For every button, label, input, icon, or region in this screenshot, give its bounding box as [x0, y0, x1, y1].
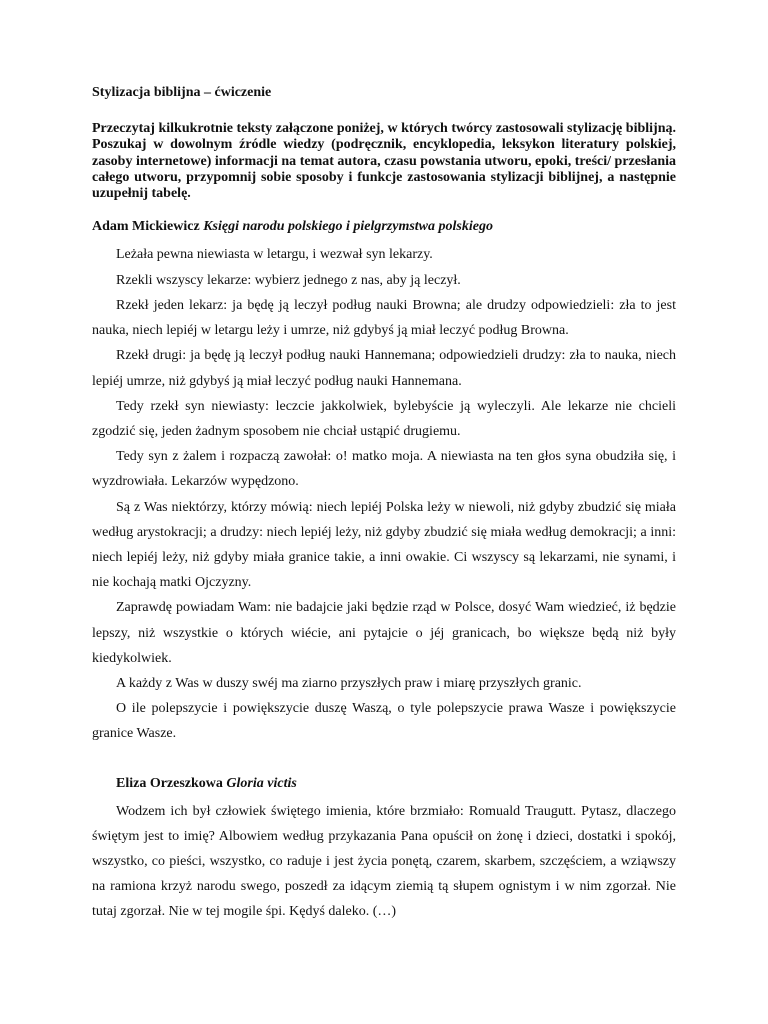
section-author: Adam Mickiewicz — [92, 219, 200, 235]
section-author: Eliza Orzeszkowa — [116, 775, 223, 791]
paragraph: Rzekł drugi: ja będę ją leczył podług nauki Hannemana; odpowiedzieli drudzy: zła to nauka, niech lepiéj umrze, niż gdybyś ją miał leczyć podług nauki Hannemana. — [92, 348, 676, 389]
section-orzeszkowa — [92, 775, 676, 925]
paragraph: O ile polepszycie i powiększycie duszę Waszą, o tyle polepszycie prawa Wasze i powiększycie granice Wasze. — [92, 701, 676, 742]
exercise-instructions: Przeczytaj kilkukrotnie teksty załączone poniżej, w których twórcy zastosowali stylizację biblijną. Poszukaj w dowolnym źródle wiedzy (podręcznik, encyklopedia, leksykon literatury polskiej, zasoby internetowe) informacji na temat autora, czasu powstania utworu, epoki, treści/ przesłania całego utworu, przypomnij sobie sposoby i funkcje zastosowania stylizacji biblijnej, a następnie uzupełnij tabelę. — [92, 121, 676, 202]
paragraph: Zaprawdę powiadam Wam: nie badajcie jaki będzie rząd w Polsce, dosyć Wam wiedzieć, iż będzie lepszy, niż wszystkie o których wiécie, ani pytajcie o jéj granicach, bo większe będą niż były kiedykolwiek. — [92, 600, 676, 666]
section-work-title: Gloria victis — [226, 775, 297, 791]
paragraph: Są z Was niektórzy, którzy mówią: niech lepiéj Polska leży w niewoli, niż gdyby zbudzić się miała według arystokracji; a drudzy: niech lepiéj leży, niż gdyby zbudzić się miała według demokracji; a inni: niech lepiéj leży, niż gdyby miała granice takie, a inni owakie. Ci wszyscy są lekarzami, nie synami, i nie kochają matki Ojczyzny. — [92, 499, 676, 591]
paragraph: Rzekł jeden lekarz: ja będę ją leczył podług nauki Browna; ale drudzy odpowiedzieli: zła to jest nauka, niech lepiéj w letargu leży i umrze, niż gdybyś ją miał leczyć podług Browna. — [92, 297, 676, 339]
paragraph: Tedy rzekł syn niewiasty: leczcie jakkolwiek, bylebyście ją wyleczyli. Ale lekarze nie chcieli zgodzić się, jeden żadnym sposobem nie chciał ustąpić drugiemu. — [92, 398, 676, 439]
section-spacer — [92, 747, 676, 775]
paragraph: Wodzem ich był człowiek świętego imienia, które brzmiało: Romuald Traugutt. Pytasz, dlaczego świętym jest to imię? Albowiem według przykazania Pana opuścił on żonę i dzieci, dostatki i spokój, wszystko, co pieści, wszystko, co raduje i jest życia ponętą, czarem, skarbem, szczęściem, a wziąwszy na ramiona krzyż narodu swego, poszedł za idącym ziemią tą słupem ognistym i w nim zgorzał. Nie tutaj zgorzał. Nie w tej mogile śpi. Kędyś daleko. (…) — [92, 803, 676, 920]
paragraph: Leżała pewna niewiasta w letargu, i wezwał syn lekarzy. — [116, 247, 433, 263]
paragraph: A każdy z Was w duszy swéj ma ziarno przyszłych praw i miarę przyszłych granic. — [116, 675, 582, 691]
section-work-title: Księgi narodu polskiego i pielgrzymstwa polskiego — [203, 219, 493, 235]
paragraph: Tedy syn z żalem i rozpaczą zawołał: o! matko moja. A niewiasta na ten głos syna obudziła się, i wyzdrowiała. Lekarzów wypędzono. — [92, 449, 676, 490]
section-mickiewicz — [92, 218, 676, 746]
document-page — [92, 84, 676, 925]
section-heading — [92, 218, 676, 236]
paragraph: Rzekli wszyscy lekarze: wybierz jednego z nas, aby ją leczył. — [116, 272, 461, 288]
document-title: Stylizacja biblijna – ćwiczenie — [92, 85, 272, 100]
section-heading — [92, 775, 676, 793]
